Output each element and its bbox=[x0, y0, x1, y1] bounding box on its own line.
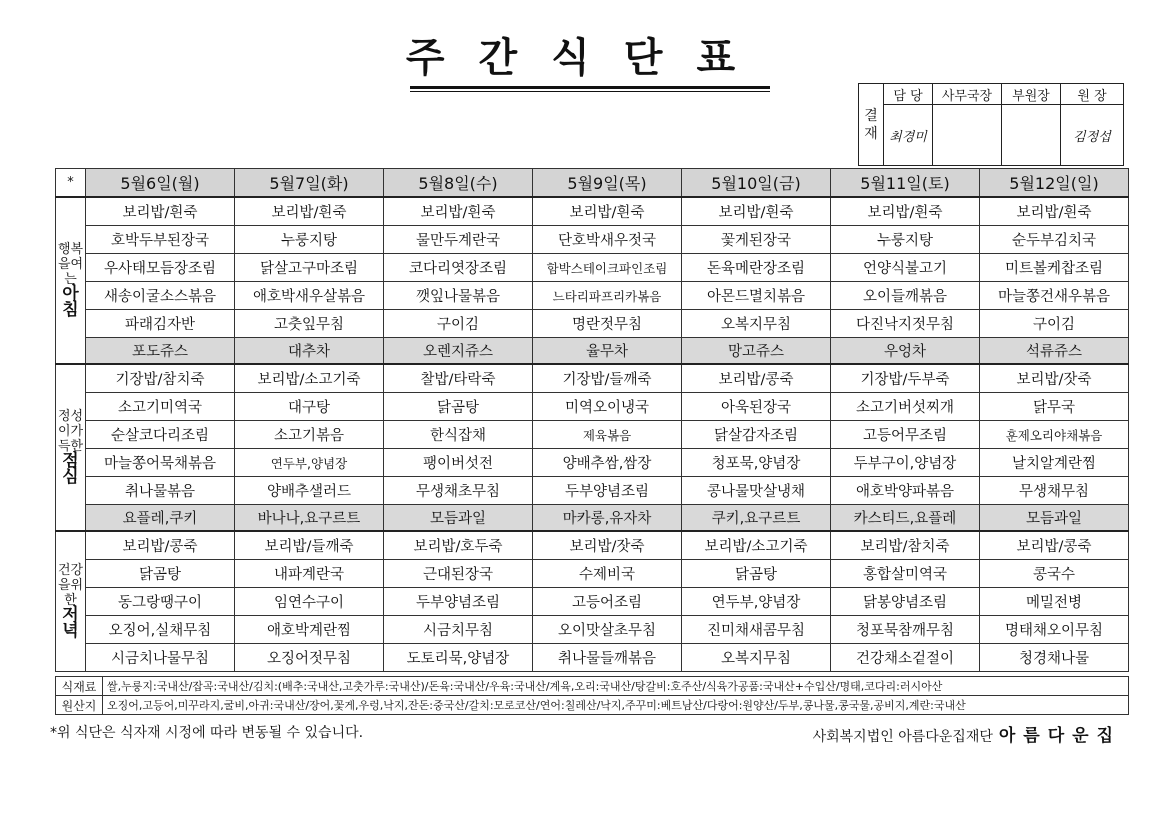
menu-cell: 애호박새우살볶음 bbox=[235, 282, 384, 310]
menu-cell: 순살코다리조림 bbox=[86, 421, 235, 449]
drink-cell: 율무차 bbox=[533, 338, 682, 365]
drink-cell: 석류쥬스 bbox=[980, 338, 1129, 365]
breakfast-row bbox=[56, 226, 1129, 254]
menu-cell: 명란젓무침 bbox=[533, 310, 682, 338]
breakfast-row bbox=[56, 197, 1129, 226]
day-header-row bbox=[56, 169, 1129, 198]
approval-role-secretary: 사무국장 bbox=[933, 84, 1002, 105]
breakfast-row bbox=[56, 310, 1129, 338]
menu-cell: 팽이버섯전 bbox=[384, 449, 533, 477]
menu-cell: 양배추샐러드 bbox=[235, 477, 384, 505]
menu-cell: 오징어젓무침 bbox=[235, 644, 384, 672]
menu-cell: 근대된장국 bbox=[384, 560, 533, 588]
breakfast-label bbox=[56, 197, 86, 364]
menu-cell: 돈육메란장조림 bbox=[682, 254, 831, 282]
menu-cell: 시금치무침 bbox=[384, 616, 533, 644]
menu-cell: 닭곰탕 bbox=[682, 560, 831, 588]
menu-cell: 보리밥/흰죽 bbox=[980, 197, 1129, 226]
approval-signature-vice-director bbox=[1002, 105, 1061, 166]
dessert-cell: 모듬과일 bbox=[384, 505, 533, 532]
dessert-cell: 마카롱,유자차 bbox=[533, 505, 682, 532]
menu-cell: 진미채새콤무침 bbox=[682, 616, 831, 644]
dessert-cell: 카스티드,요플레 bbox=[831, 505, 980, 532]
title-underline-thin bbox=[410, 91, 770, 92]
menu-cell: 물만두계란국 bbox=[384, 226, 533, 254]
menu-cell: 기장밥/들깨죽 bbox=[533, 364, 682, 393]
menu-cell: 시금치나물무침 bbox=[86, 644, 235, 672]
lunch-label-big: 점심 bbox=[62, 451, 79, 487]
menu-cell: 청포묵참깨무침 bbox=[831, 616, 980, 644]
menu-cell: 오복지무침 bbox=[682, 644, 831, 672]
origin-label-2: 원산지 bbox=[56, 696, 103, 715]
drink-cell: 망고쥬스 bbox=[682, 338, 831, 365]
menu-cell: 두부양념조림 bbox=[384, 588, 533, 616]
menu-table bbox=[55, 168, 1129, 672]
menu-cell: 닭살감자조림 bbox=[682, 421, 831, 449]
lunch-label bbox=[56, 364, 86, 531]
menu-cell: 제육볶음 bbox=[533, 421, 682, 449]
menu-cell: 다진낙지젓무침 bbox=[831, 310, 980, 338]
menu-cell: 미트볼케찹조림 bbox=[980, 254, 1129, 282]
menu-cell: 느타리파프리카볶음 bbox=[533, 282, 682, 310]
menu-cell: 애호박양파볶음 bbox=[831, 477, 980, 505]
menu-cell: 아욱된장국 bbox=[682, 393, 831, 421]
menu-cell: 무생채무침 bbox=[980, 477, 1129, 505]
menu-cell: 코다리엿장조림 bbox=[384, 254, 533, 282]
menu-cell: 두부양념조림 bbox=[533, 477, 682, 505]
lunch-row bbox=[56, 477, 1129, 505]
menu-cell: 파래김자반 bbox=[86, 310, 235, 338]
breakfast-row bbox=[56, 254, 1129, 282]
dinner-label-big: 저녁 bbox=[62, 605, 79, 641]
dinner-row bbox=[56, 560, 1129, 588]
dinner-row bbox=[56, 588, 1129, 616]
menu-cell: 오이맛살초무침 bbox=[533, 616, 682, 644]
dinner-label-small: 건강을위한 bbox=[57, 563, 84, 608]
day-header: 5월7일(화) bbox=[235, 169, 384, 198]
menu-cell: 누룽지탕 bbox=[831, 226, 980, 254]
menu-cell: 언양식불고기 bbox=[831, 254, 980, 282]
menu-cell: 보리밥/소고기죽 bbox=[682, 531, 831, 560]
menu-cell: 새송이굴소스볶음 bbox=[86, 282, 235, 310]
page-title: 주간식단표 bbox=[405, 35, 770, 81]
menu-cell: 고춧잎무침 bbox=[235, 310, 384, 338]
organization bbox=[813, 721, 1121, 746]
dessert-cell: 바나나,요구르트 bbox=[235, 505, 384, 532]
menu-cell: 무생채초무침 bbox=[384, 477, 533, 505]
menu-cell: 도토리묵,양념장 bbox=[384, 644, 533, 672]
drink-row bbox=[56, 338, 1129, 365]
approval-signature-secretary bbox=[933, 105, 1002, 166]
menu-cell: 닭무국 bbox=[980, 393, 1129, 421]
dinner-row bbox=[56, 531, 1129, 560]
origin-label-1: 식재료 bbox=[56, 677, 103, 696]
menu-cell: 보리밥/호두죽 bbox=[384, 531, 533, 560]
menu-cell: 오복지무침 bbox=[682, 310, 831, 338]
menu-cell: 누룽지탕 bbox=[235, 226, 384, 254]
menu-cell: 대구탕 bbox=[235, 393, 384, 421]
drink-cell: 대추차 bbox=[235, 338, 384, 365]
origin-table bbox=[55, 676, 1129, 715]
menu-cell: 오이들깨볶음 bbox=[831, 282, 980, 310]
dessert-row bbox=[56, 505, 1129, 532]
menu-cell: 보리밥/참치죽 bbox=[831, 531, 980, 560]
breakfast-label-small: 행복을여는 bbox=[57, 242, 84, 287]
dessert-cell: 모듬과일 bbox=[980, 505, 1129, 532]
menu-cell: 홍합살미역국 bbox=[831, 560, 980, 588]
approval-role-manager: 담 당 bbox=[884, 84, 933, 105]
menu-cell: 청경채나물 bbox=[980, 644, 1129, 672]
menu-cell: 임연수구이 bbox=[235, 588, 384, 616]
menu-cell: 취나물들깨볶음 bbox=[533, 644, 682, 672]
drink-cell: 우엉차 bbox=[831, 338, 980, 365]
menu-cell: 꽃게된장국 bbox=[682, 226, 831, 254]
menu-cell: 두부구이,양념장 bbox=[831, 449, 980, 477]
menu-cell: 보리밥/콩죽 bbox=[86, 531, 235, 560]
menu-cell: 콩국수 bbox=[980, 560, 1129, 588]
menu-cell: 단호박새우젓국 bbox=[533, 226, 682, 254]
lunch-row bbox=[56, 364, 1129, 393]
menu-cell: 기장밥/참치죽 bbox=[86, 364, 235, 393]
menu-cell: 구이김 bbox=[384, 310, 533, 338]
menu-cell: 내파계란국 bbox=[235, 560, 384, 588]
menu-cell: 기장밥/두부죽 bbox=[831, 364, 980, 393]
menu-cell: 콩나물맛살냉채 bbox=[682, 477, 831, 505]
menu-cell: 건강채소겉절이 bbox=[831, 644, 980, 672]
dinner-row bbox=[56, 616, 1129, 644]
menu-cell: 보리밥/잣죽 bbox=[533, 531, 682, 560]
organization-name: 아름다운집 bbox=[998, 726, 1121, 746]
lunch-label-small: 정성이가득한 bbox=[57, 409, 84, 454]
menu-cell: 오징어,실채무침 bbox=[86, 616, 235, 644]
menu-cell: 아몬드멸치볶음 bbox=[682, 282, 831, 310]
menu-cell: 소고기미역국 bbox=[86, 393, 235, 421]
menu-cell: 수제비국 bbox=[533, 560, 682, 588]
dinner-label bbox=[56, 531, 86, 672]
breakfast-row bbox=[56, 282, 1129, 310]
menu-cell: 보리밥/흰죽 bbox=[831, 197, 980, 226]
approval-role-director: 원 장 bbox=[1061, 84, 1124, 105]
menu-cell: 닭봉양념조림 bbox=[831, 588, 980, 616]
menu-cell: 소고기볶음 bbox=[235, 421, 384, 449]
dinner-row bbox=[56, 644, 1129, 672]
day-header: 5월8일(수) bbox=[384, 169, 533, 198]
menu-cell: 훈제오리야채볶음 bbox=[980, 421, 1129, 449]
menu-cell: 청포묵,양념장 bbox=[682, 449, 831, 477]
approval-signature-director: 김정섭 bbox=[1061, 105, 1124, 166]
menu-cell: 찰밥/타락죽 bbox=[384, 364, 533, 393]
menu-cell: 닭곰탕 bbox=[86, 560, 235, 588]
menu-cell: 한식잡채 bbox=[384, 421, 533, 449]
menu-cell: 보리밥/콩죽 bbox=[980, 531, 1129, 560]
menu-cell: 함박스테이크파인조림 bbox=[533, 254, 682, 282]
menu-cell: 연두부,양념장 bbox=[682, 588, 831, 616]
day-header: 5월6일(월) bbox=[86, 169, 235, 198]
menu-cell: 날치알계란찜 bbox=[980, 449, 1129, 477]
menu-cell: 구이김 bbox=[980, 310, 1129, 338]
dessert-cell: 쿠키,요구르트 bbox=[682, 505, 831, 532]
menu-cell: 보리밥/소고기죽 bbox=[235, 364, 384, 393]
menu-cell: 보리밥/흰죽 bbox=[235, 197, 384, 226]
lunch-row bbox=[56, 421, 1129, 449]
menu-cell: 보리밥/잣죽 bbox=[980, 364, 1129, 393]
breakfast-label-big: 아침 bbox=[62, 284, 79, 320]
menu-cell: 보리밥/흰죽 bbox=[682, 197, 831, 226]
approval-role-vice-director: 부원장 bbox=[1002, 84, 1061, 105]
title-underline bbox=[410, 86, 770, 89]
menu-cell: 취나물볶음 bbox=[86, 477, 235, 505]
day-header: 5월9일(목) bbox=[533, 169, 682, 198]
menu-cell: 동그랑땡구이 bbox=[86, 588, 235, 616]
menu-cell: 보리밥/흰죽 bbox=[86, 197, 235, 226]
menu-cell: 명태채오이무침 bbox=[980, 616, 1129, 644]
approval-signature-manager: 최경미 bbox=[884, 105, 933, 166]
organization-prefix: 사회복지법인 아름다운집재단 bbox=[812, 729, 993, 745]
menu-cell: 보리밥/콩죽 bbox=[682, 364, 831, 393]
menu-cell: 깻잎나물볶음 bbox=[384, 282, 533, 310]
lunch-row bbox=[56, 393, 1129, 421]
menu-cell: 연두부,양념장 bbox=[235, 449, 384, 477]
menu-cell: 닭곰탕 bbox=[384, 393, 533, 421]
footnote: *위 식단은 식자재 시정에 따라 변동될 수 있습니다. bbox=[50, 725, 364, 741]
drink-cell: 포도쥬스 bbox=[86, 338, 235, 365]
lunch-row bbox=[56, 449, 1129, 477]
menu-cell: 마늘쫑건새우볶음 bbox=[980, 282, 1129, 310]
approval-box bbox=[858, 83, 1124, 166]
day-header: 5월11일(토) bbox=[831, 169, 980, 198]
header-star: * bbox=[56, 169, 86, 198]
origin-line-2: 오징어,고등어,미꾸라지,굴비,아귀:국내산/장어,꽃게,우렁,낙지,잔돈:중국산/갈치:모로코산/연어:칠레산/낙지,주꾸미:베트남산/다랑어:원양산/두부,콩나물,콩국물,공비지,계란:국내산 bbox=[103, 696, 1129, 715]
menu-cell: 고등어무조림 bbox=[831, 421, 980, 449]
menu-cell: 순두부김치국 bbox=[980, 226, 1129, 254]
day-header: 5월12일(일) bbox=[980, 169, 1129, 198]
origin-line-1: 쌀,누룽지:국내산/잡곡:국내산/김치:(배추:국내산,고춧가루:국내산)/돈육:국내산/우육:국내산/계육,오리:국내산/탕갈비:호주산/식육가공품:국내산+수입산/명태,코다리:러시아산 bbox=[103, 677, 1129, 696]
menu-cell: 보리밥/흰죽 bbox=[533, 197, 682, 226]
menu-cell: 보리밥/흰죽 bbox=[384, 197, 533, 226]
menu-cell: 보리밥/들깨죽 bbox=[235, 531, 384, 560]
menu-cell: 마늘쫑어묵채볶음 bbox=[86, 449, 235, 477]
menu-cell: 우사태모듬장조림 bbox=[86, 254, 235, 282]
menu-cell: 고등어조림 bbox=[533, 588, 682, 616]
menu-cell: 양배추쌈,쌈장 bbox=[533, 449, 682, 477]
menu-cell: 닭살고구마조림 bbox=[235, 254, 384, 282]
menu-cell: 호박두부된장국 bbox=[86, 226, 235, 254]
menu-cell: 메밀전병 bbox=[980, 588, 1129, 616]
menu-cell: 소고기버섯찌개 bbox=[831, 393, 980, 421]
dessert-cell: 요플레,쿠키 bbox=[86, 505, 235, 532]
drink-cell: 오렌지쥬스 bbox=[384, 338, 533, 365]
menu-cell: 애호박계란찜 bbox=[235, 616, 384, 644]
day-header: 5월10일(금) bbox=[682, 169, 831, 198]
approval-label: 결재 bbox=[859, 84, 884, 166]
menu-cell: 미역오이냉국 bbox=[533, 393, 682, 421]
